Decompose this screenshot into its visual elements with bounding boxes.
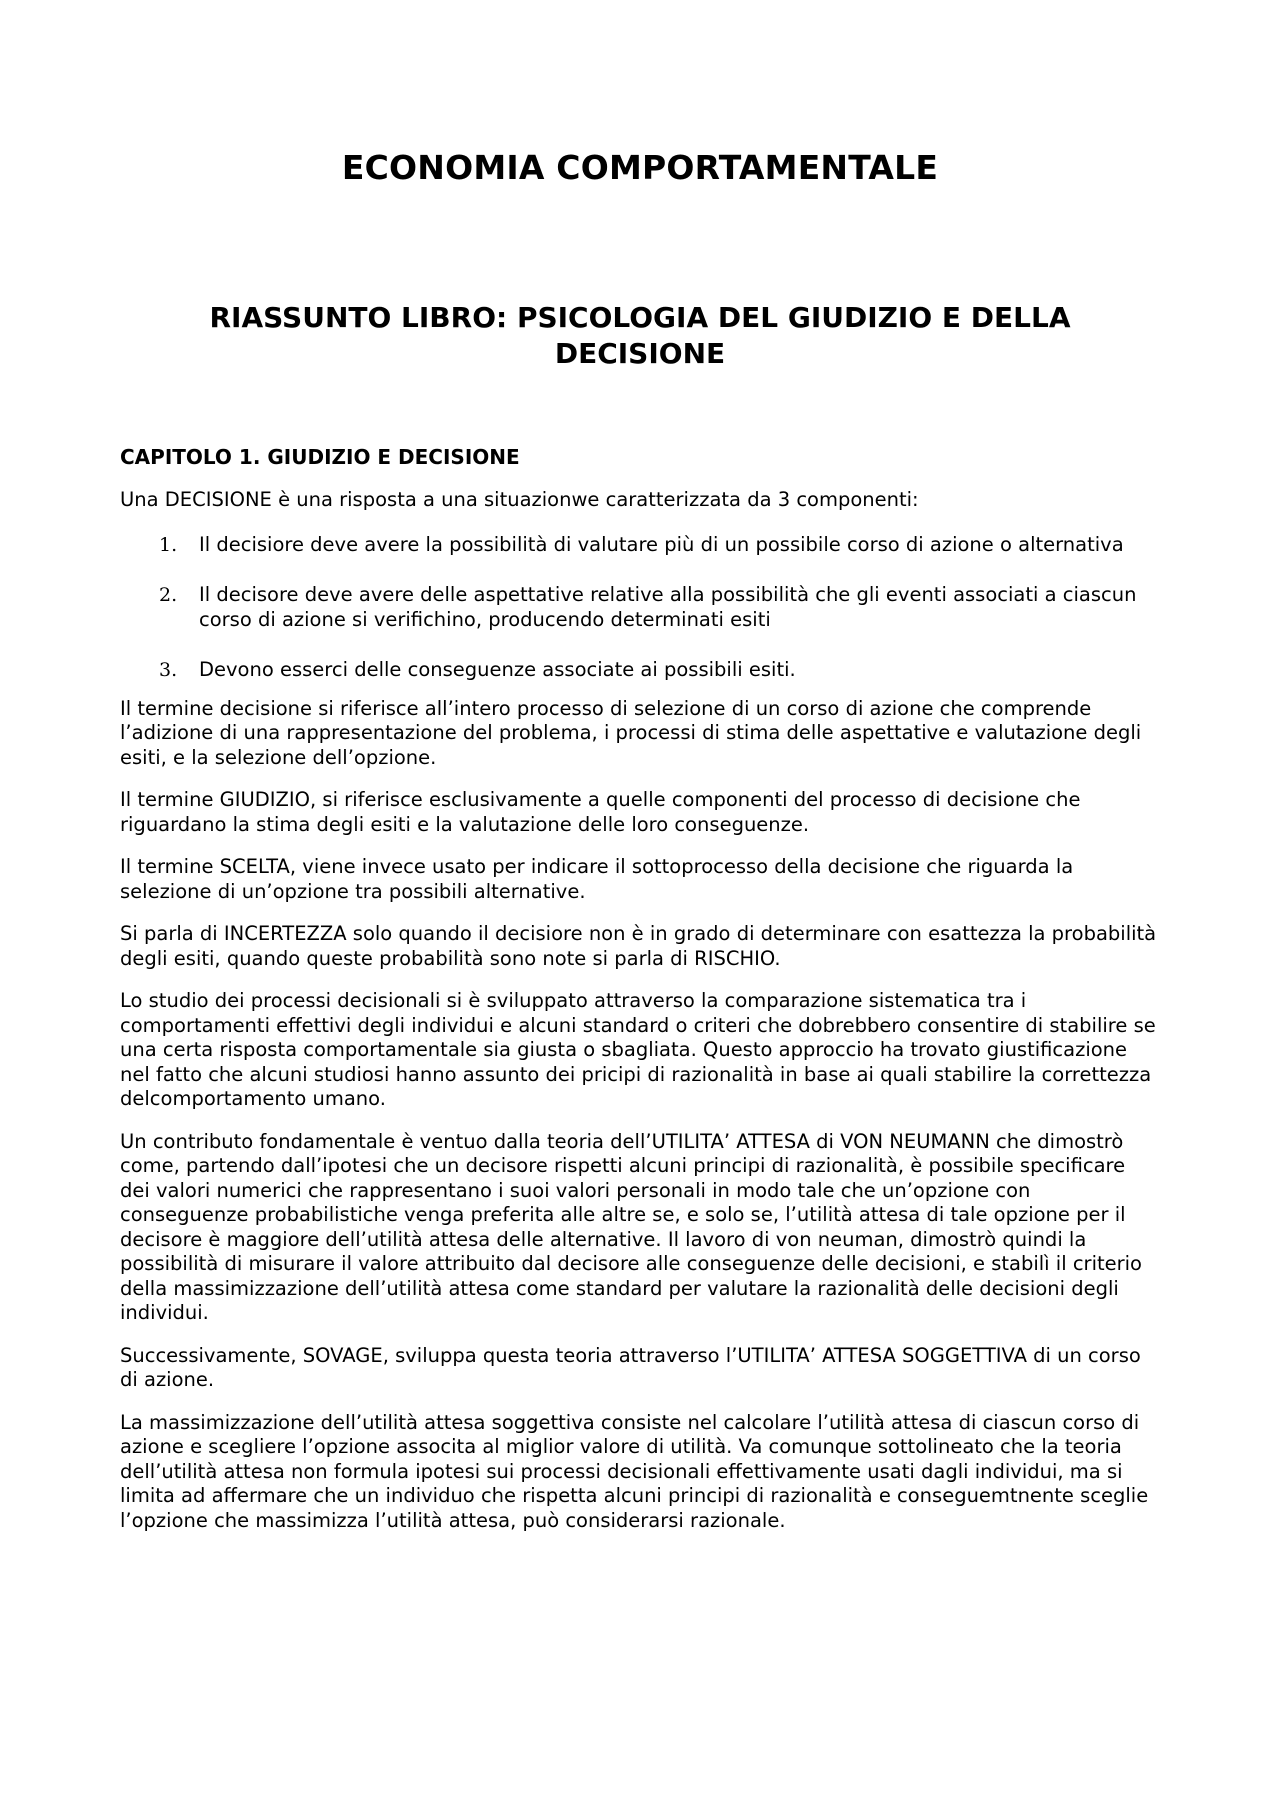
chapter-heading: CAPITOLO 1. GIUDIZIO E DECISIONE	[120, 445, 520, 469]
paragraph-scelta: Il termine SCELTA, viene invece usato per indicare il sottoprocesso della decisione che riguarda la selezione di un’opzione tra possibili alternative.	[120, 855, 1074, 903]
document-title: ECONOMIA COMPORTAMENTALE	[341, 148, 939, 187]
list-item-text: Il decisore deve avere delle aspettative relative alla possibilità che gli eventi associati a ciascun corso di azione si verifichino, producendo determinati esiti	[199, 583, 1137, 631]
intro-paragraph: Una DECISIONE è una risposta a una situazionwe caratterizzata da 3 componenti:	[120, 488, 919, 511]
paragraph-von-neumann: Un contributo fondamentale è ventuo dalla teoria dell’UTILITA’ ATTESA di VON NEUMANN che dimostrò come, partendo dall’ipotesi che un decisore rispetti alcuni principi di razionalità, è possibile specificare dei valori numerici che rappresentano i suoi valori personali in modo tale che un’opzione con conseguenze probabilistiche venga preferita alle altre se, e solo se, l’utilità attesa di tale opzione per il decisore è maggiore dell’utilità attesa delle alternative. Il lavoro di von neuman, dimostrò quindi la possibilità di misurare il valore attribuito dal decisore alle conseguenze delle decisioni, e stabilì il criterio della massimizzazione dell’utilità attesa come standard per valutare la razionalità delle decisioni degli individui.	[120, 1129, 1142, 1324]
list-item	[120, 533, 1160, 558]
document-subtitle: RIASSUNTO LIBRO: PSICOLOGIA DEL GIUDIZIO E DELLA DECISIONE	[209, 301, 1071, 370]
list-item-number: 1.	[159, 533, 178, 556]
list-item	[120, 583, 1160, 632]
list-item-number: 2.	[159, 584, 178, 606]
paragraph-decisione: Il termine decisione si riferisce all’intero processo di selezione di un corso di azione che comprende l’adizione di una rappresentazione del problema, i processi di stima delle aspettative e valutazione degli esiti, e la selezione dell’opzione.	[120, 696, 1142, 769]
components-list	[120, 533, 1160, 683]
list-item-text: Devono esserci delle conseguenze associate ai possibili esiti.	[199, 658, 796, 681]
list-item	[120, 658, 1160, 683]
paragraph-studio-processi: Lo studio dei processi decisionali si è sviluppato attraverso la comparazione sistematica tra i comportamenti effettivi degli individui e alcuni standard o criteri che dobrebbero consentire di stabilire se una certa risposta comportamentale sia giusta o sbagliata. Questo approccio ha trovato giustificazione nel fatto che alcuni studiosi hanno assunto dei pricipi di razionalità in base ai quali stabilire la correttezza delcomportamento umano.	[120, 989, 1156, 1110]
list-item-text: Il decisiore deve avere la possibilità di valutare più di un possibile corso di azione o alternativa	[199, 532, 1124, 556]
paragraph-sovage: Successivamente, SOVAGE, sviluppa questa teoria attraverso l’UTILITA’ ATTESA SOGGETTIVA di un corso di azione.	[120, 1343, 1141, 1391]
list-item-number: 3.	[159, 659, 178, 681]
paragraph-massimizzazione: La massimizzazione dell’utilità attesa soggettiva consiste nel calcolare l’utilità attesa di ciascun corso di azione e scegliere l’opzione associta al miglior valore di utilità. Va comunque sottolineato che la teoria dell’utilità attesa non formula ipotesi sui processi decisionali effettivamente usati dagli individui, ma si limita ad affermare che un individuo che rispetta alcuni principi di razionalità e conseguemtnente sceglie l’opzione che massimizza l’utilità attesa, può considerarsi razionale.	[120, 1410, 1149, 1532]
paragraph-giudizio: Il termine GIUDIZIO, si riferisce esclusivamente a quelle componenti del processo di decisione che riguardano la stima degli esiti e la valutazione delle loro conseguenze.	[120, 788, 1081, 836]
paragraph-incertezza: Si parla di INCERTEZZA solo quando il decisiore non è in grado di determinare con esattezza la probabilità degli esiti, quando queste probabilità sono note si parla di RISCHIO.	[120, 922, 1157, 970]
